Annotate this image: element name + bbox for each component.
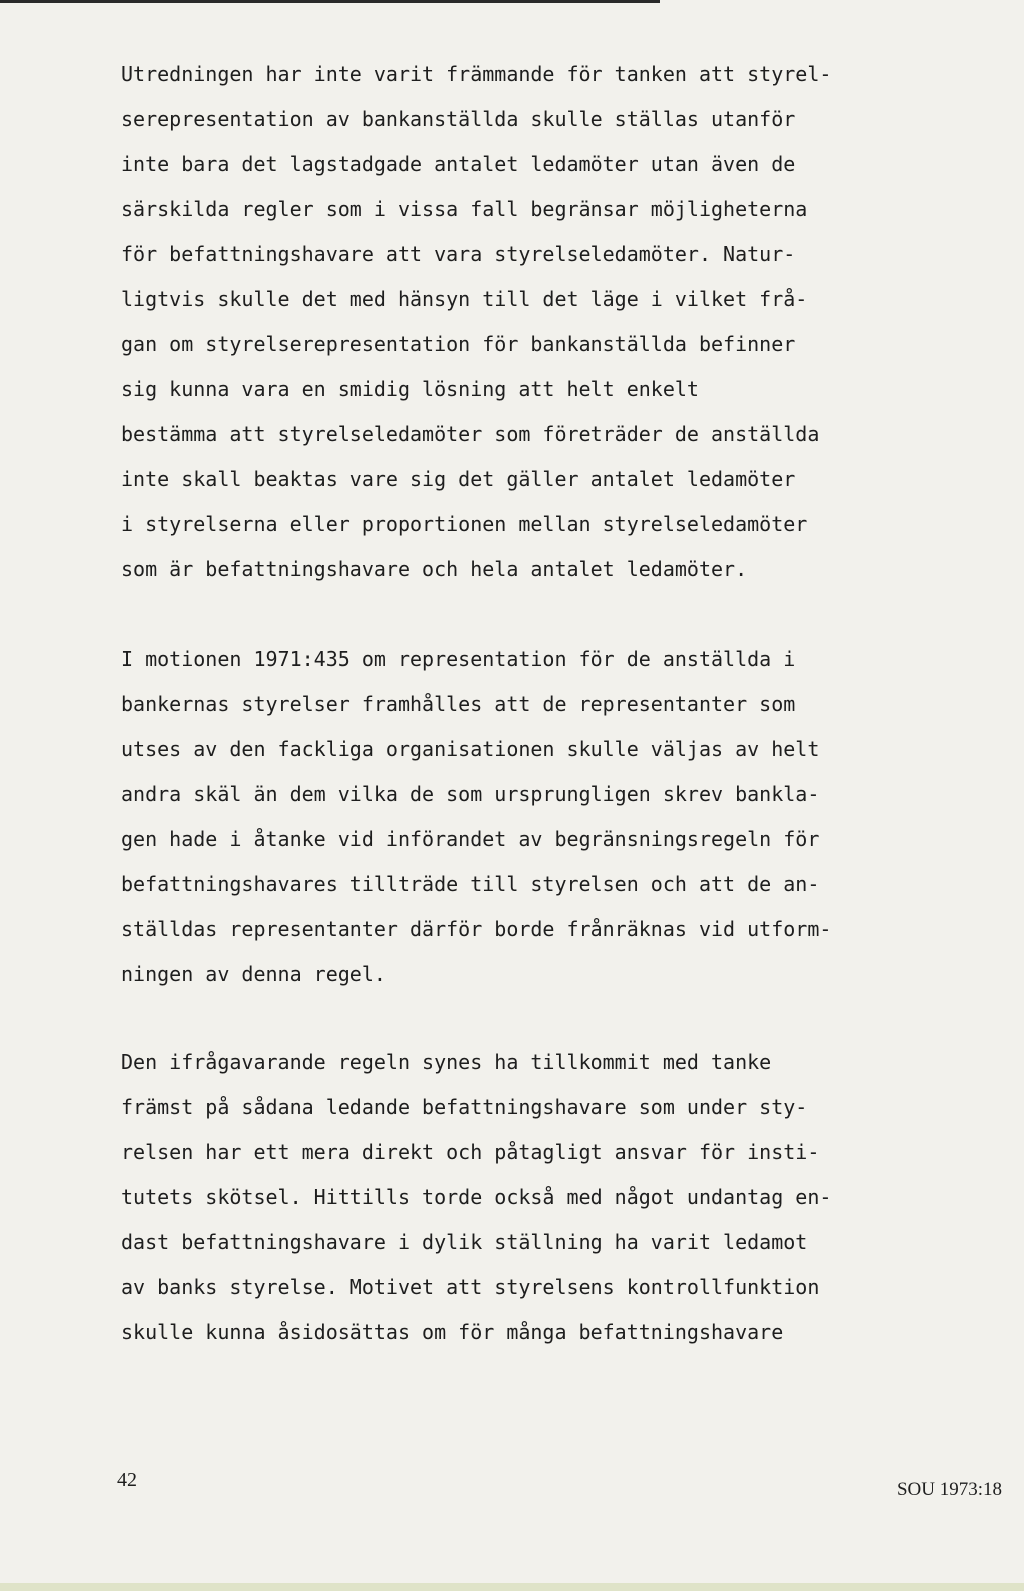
document-reference: SOU 1973:18 [896, 1479, 1002, 1500]
text-line: särskilda regler som i vissa fall begränsar möjligheterna [121, 197, 808, 221]
text-line: ningen av denna regel. [121, 962, 386, 986]
text-line: utses av den fackliga organisationen skulle väljas av helt [121, 737, 820, 761]
text-line: ställdas representanter därför borde frånräknas vid utform- [121, 917, 832, 941]
text-line: i styrelserna eller proportionen mellan styrelseledamöter [121, 512, 808, 536]
page-number: 42 [117, 1469, 137, 1491]
text-line: Den ifrågavarande regeln synes ha tillkommit med tanke [121, 1050, 772, 1074]
text-line: som är befattningshavare och hela antalet ledamöter. [121, 557, 748, 581]
text-line: för befattningshavare att vara styrelseledamöter. Natur- [121, 242, 796, 266]
text-line: bankernas styrelser framhålles att de representanter som [121, 692, 796, 716]
text-line: inte bara det lagstadgade antalet ledamöter utan även de [121, 152, 796, 176]
top-edge-rule [0, 0, 660, 3]
text-line: främst på sådana ledande befattningshavare som under sty- [121, 1095, 808, 1119]
text-line: inte skall beaktas vare sig det gäller antalet ledamöter [121, 467, 796, 491]
text-line: sig kunna vara en smidig lösning att helt enkelt [121, 377, 699, 401]
text-line: serepresentation av bankanställda skulle ställas utanför [121, 107, 796, 131]
text-line: tutets skötsel. Hittills torde också med något undantag en- [121, 1185, 832, 1209]
text-line: bestämma att styrelseledamöter som företräder de anställda [121, 422, 820, 446]
text-line: andra skäl än dem vilka de som ursprungligen skrev bankla- [121, 782, 820, 806]
text-line: dast befattningshavare i dylik ställning ha varit ledamot [121, 1230, 808, 1254]
bottom-edge-band [0, 1583, 1024, 1591]
text-line: I motionen 1971:435 om representation för de anställda i [121, 647, 796, 671]
text-line: gen hade i åtanke vid införandet av begränsningsregeln för [121, 827, 820, 851]
text-line: ligtvis skulle det med hänsyn till det läge i vilket frå- [121, 287, 808, 311]
text-line: relsen har ett mera direkt och påtagligt ansvar för insti- [121, 1140, 820, 1164]
text-line: befattningshavares tillträde till styrelsen och att de an- [121, 872, 820, 896]
text-line: skulle kunna åsidosättas om för många befattningshavare [121, 1320, 784, 1344]
text-line: av banks styrelse. Motivet att styrelsens kontrollfunktion [121, 1275, 820, 1299]
text-line: gan om styrelserepresentation för bankanställda befinner [121, 332, 796, 356]
text-line: Utredningen har inte varit främmande för tanken att styrel- [121, 62, 832, 86]
